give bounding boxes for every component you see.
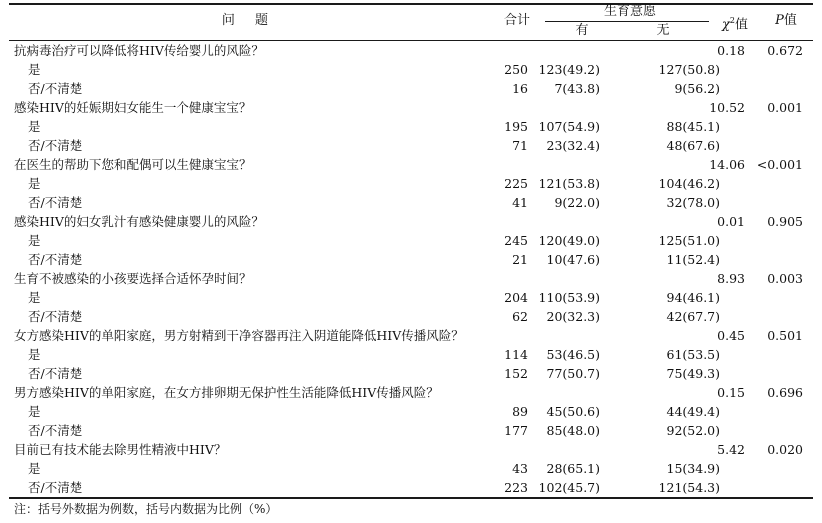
total-count: 250: [504, 62, 528, 77]
total-count: 245: [504, 233, 528, 248]
p-value: 0.696: [767, 385, 803, 400]
total-count: 16: [512, 81, 528, 96]
yes-count: 110(53.9): [538, 290, 600, 305]
p-symbol: P: [775, 13, 784, 28]
total-count: 43: [512, 461, 528, 476]
answer-label: 是: [28, 461, 41, 476]
no-count: 48(67.6): [666, 138, 720, 153]
p-value: 0.672: [767, 43, 803, 58]
total-count: 225: [504, 176, 528, 191]
no-count: 32(78.0): [666, 195, 720, 210]
header-fertility-intention: 生育意愿: [603, 4, 656, 19]
answer-label: 否/不清楚: [28, 252, 83, 267]
total-count: 41: [512, 195, 528, 210]
yes-count: 45(50.6): [546, 404, 600, 419]
answer-label: 是: [28, 404, 41, 419]
total-count: 21: [512, 252, 528, 267]
yes-count: 10(47.6): [546, 252, 600, 267]
total-count: 177: [504, 423, 528, 438]
chi-square-value: 0.45: [717, 328, 745, 343]
total-count: 114: [504, 347, 528, 362]
question-text: 男方感染HIV的单阳家庭，在女方排卵期无保护性生活能降低HIV传播风险？: [14, 385, 439, 400]
header-total: 合计: [503, 13, 530, 28]
answer-label: 否/不清楚: [28, 138, 83, 153]
yes-count: 23(32.4): [546, 138, 600, 153]
no-count: 42(67.7): [666, 309, 720, 324]
chi-square-value: 0.18: [717, 43, 745, 58]
header-yes: 有: [575, 23, 589, 38]
p-value: <0.001: [756, 157, 803, 172]
answer-label: 是: [28, 119, 41, 134]
no-count: 127(50.8): [658, 62, 720, 77]
header-chi-square: [710, 13, 760, 33]
answer-label: 是: [28, 62, 41, 77]
question-text: 目前已有技术能去除男性精液中HIV？: [14, 442, 227, 457]
header-bottom-rule: [9, 40, 813, 41]
question-text: 在医生的帮助下您和配偶可以生健康宝宝？: [14, 157, 252, 172]
yes-count: 20(32.3): [546, 309, 600, 324]
header-p-value: [766, 13, 806, 29]
answer-label: 是: [28, 347, 41, 362]
no-count: 125(51.0): [658, 233, 720, 248]
p-value: 0.001: [767, 100, 803, 115]
no-count: 92(52.0): [666, 423, 720, 438]
no-count: 88(45.1): [666, 119, 720, 134]
no-count: 11(52.4): [666, 252, 720, 267]
p-value: 0.020: [767, 442, 803, 457]
chi-square-value: 10.52: [709, 100, 745, 115]
answer-label: 否/不清楚: [28, 480, 83, 495]
no-count: 104(46.2): [658, 176, 720, 191]
p-value: 0.003: [767, 271, 803, 286]
no-count: 9(56.2): [674, 81, 720, 96]
answer-label: 否/不清楚: [28, 81, 83, 96]
header-no: 无: [656, 23, 670, 38]
p-value: 0.905: [767, 214, 803, 229]
no-count: 75(49.3): [666, 366, 720, 381]
group-header-rule: [545, 21, 709, 22]
answer-label: 否/不清楚: [28, 423, 83, 438]
no-count: 94(46.1): [666, 290, 720, 305]
chi-square-value: 5.42: [717, 442, 745, 457]
question-text: 抗病毒治疗可以降低将HIV传给婴儿的风险？: [14, 43, 264, 58]
yes-count: 53(46.5): [546, 347, 600, 362]
header-question: 问 题: [221, 13, 277, 28]
yes-count: 77(50.7): [546, 366, 600, 381]
yes-count: 85(48.0): [546, 423, 600, 438]
chi-square-value: 0.15: [717, 385, 745, 400]
total-count: 152: [504, 366, 528, 381]
table-note: 注：括号外数据为例数，括号内数据为比例（%）: [14, 502, 278, 516]
answer-label: 否/不清楚: [28, 195, 83, 210]
chi-square-value: 14.06: [709, 157, 745, 172]
total-count: 71: [512, 138, 528, 153]
yes-count: 102(45.7): [538, 480, 600, 495]
no-count: 61(53.5): [666, 347, 720, 362]
total-count: 223: [504, 480, 528, 495]
chi-suffix: 值: [734, 17, 748, 33]
answer-label: 是: [28, 233, 41, 248]
answer-label: 是: [28, 290, 41, 305]
total-count: 89: [512, 404, 528, 419]
yes-count: 28(65.1): [546, 461, 600, 476]
question-text: 感染HIV的妇女乳汁有感染健康婴儿的风险？: [14, 214, 264, 229]
yes-count: 123(49.2): [538, 62, 600, 77]
no-count: 121(54.3): [658, 480, 720, 495]
table-bottom-rule: [9, 497, 813, 499]
total-count: 204: [504, 290, 528, 305]
answer-label: 是: [28, 176, 41, 191]
total-count: 62: [512, 309, 528, 324]
chi-superscript: 2: [729, 16, 735, 25]
yes-count: 9(22.0): [554, 195, 600, 210]
yes-count: 107(54.9): [538, 119, 600, 134]
no-count: 44(49.4): [666, 404, 720, 419]
yes-count: 7(43.8): [554, 81, 600, 96]
chi-square-value: 0.01: [717, 214, 745, 229]
p-suffix: 值: [783, 13, 797, 28]
question-text: 女方感染HIV的单阳家庭，男方射精到干净容器再注入阴道能降低HIV传播风险？: [14, 328, 464, 343]
answer-label: 否/不清楚: [28, 309, 83, 324]
answer-label: 否/不清楚: [28, 366, 83, 381]
question-text: 生育不被感染的小孩要选择合适怀孕时间？: [14, 271, 252, 286]
no-count: 15(34.9): [666, 461, 720, 476]
total-count: 195: [504, 119, 528, 134]
yes-count: 120(49.0): [538, 233, 600, 248]
p-value: 0.501: [767, 328, 803, 343]
table-top-rule: [9, 3, 813, 5]
chi-square-value: 8.93: [717, 271, 745, 286]
chi-symbol: χ: [722, 17, 730, 33]
yes-count: 121(53.8): [538, 176, 600, 191]
question-text: 感染HIV的妊娠期妇女能生一个健康宝宝？: [14, 100, 252, 115]
